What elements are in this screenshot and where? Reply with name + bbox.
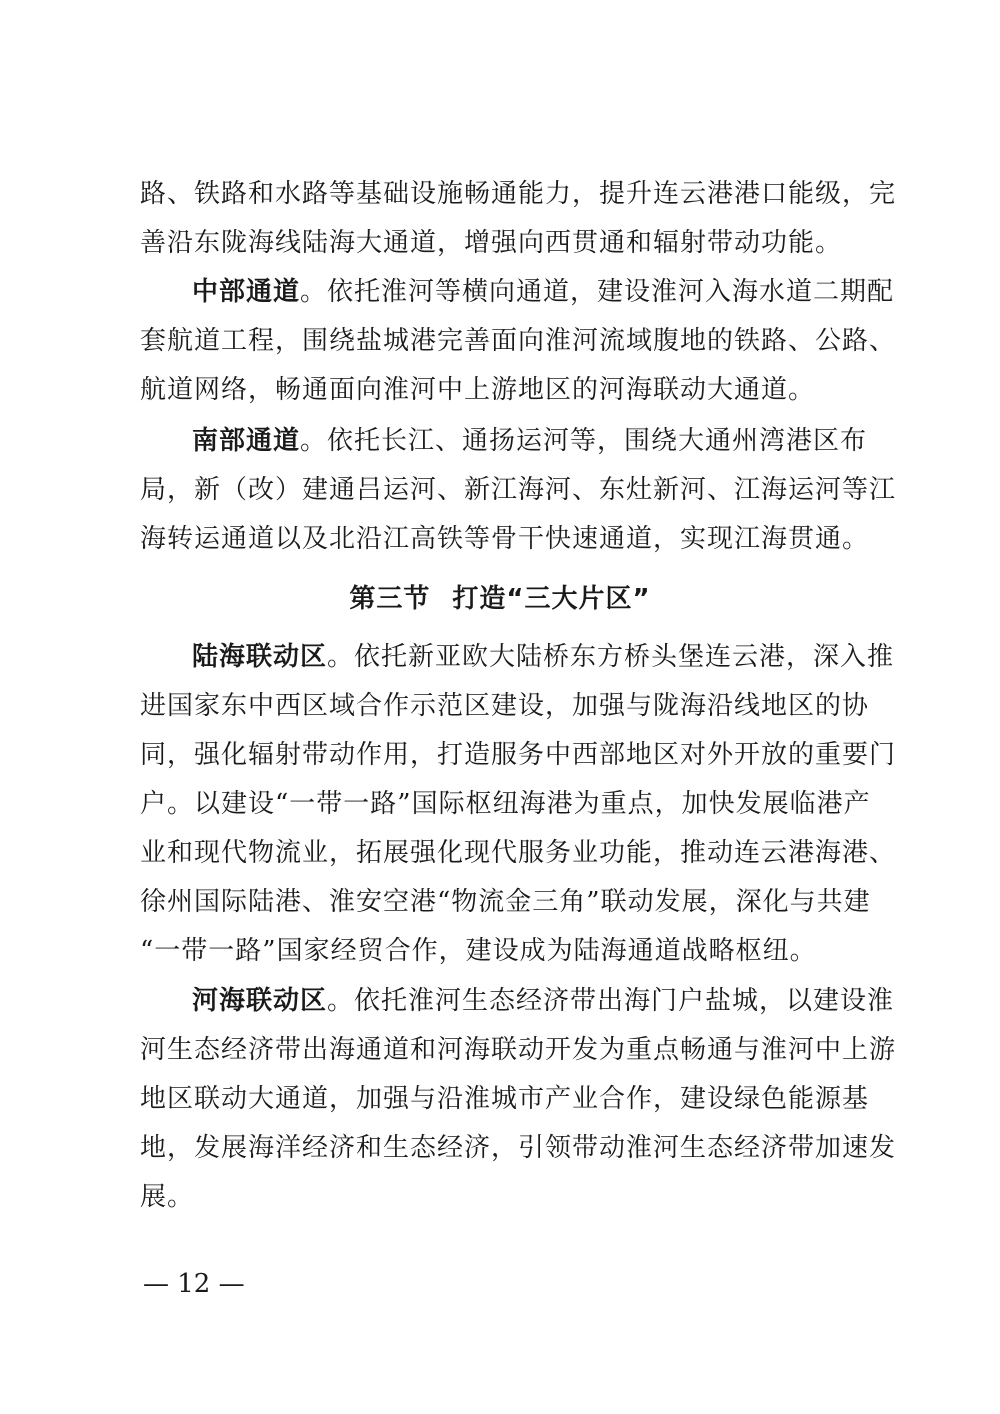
page-number: — 12 — bbox=[143, 1269, 245, 1299]
paragraph-first-line bbox=[192, 981, 895, 1021]
paragraph-first-line bbox=[192, 272, 895, 312]
text-line: 地，发展海洋经济和生态经济，引领带动淮河生态经济带加速发 bbox=[140, 1133, 897, 1163]
paragraph-title: 南部通道 bbox=[192, 426, 301, 456]
paragraph-title: 中部通道 bbox=[192, 277, 301, 307]
section-number: 第三节 bbox=[349, 584, 431, 614]
text-line: 业和现代物流业，拓展强化现代服务业功能，推动连云港海港、 bbox=[140, 838, 897, 868]
paragraph-title: 陆海联动区 bbox=[192, 642, 328, 672]
paragraph-title: 河海联动区 bbox=[192, 986, 328, 1016]
text-line: 户。以建设“一带一路”国际枢纽海港为重点，加快发展临港产 bbox=[140, 789, 871, 819]
paragraph-text: 。依托淮河生态经济带出海门户盐城，以建设淮 bbox=[327, 986, 895, 1016]
text-line: 套航道工程，围绕盐城港完善面向淮河流域腹地的铁路、公路、 bbox=[140, 326, 897, 356]
section-title: 打造“三大片区” bbox=[452, 584, 651, 614]
text-line: 善沿东陇海线陆海大通道，增强向西贯通和辐射带动功能。 bbox=[140, 228, 843, 258]
paragraph-text: 。依托长江、通扬运河等，围绕大通州湾港区布 bbox=[300, 426, 868, 456]
text-line: “一带一路”国家经贸合作，建设成为陆海通道战略枢纽。 bbox=[140, 936, 817, 966]
paragraph-first-line bbox=[192, 637, 895, 677]
paragraph-text: 。依托新亚欧大陆桥东方桥头堡连云港，深入推 bbox=[327, 642, 895, 672]
text-line: 海转运通道以及北沿江高铁等骨干快速通道，实现江海贯通。 bbox=[140, 524, 870, 554]
text-line: 航道网络，畅通面向淮河中上游地区的河海联动大通道。 bbox=[140, 375, 816, 405]
text-line: 局，新（改）建通吕运河、新江海河、东灶新河、江海运河等江 bbox=[140, 475, 897, 505]
paragraph-first-line bbox=[192, 421, 868, 461]
text-line: 进国家东中西区域合作示范区建设，加强与陇海沿线地区的协 bbox=[140, 691, 870, 721]
paragraph-text: 。依托淮河等横向通道，建设淮河入海水道二期配 bbox=[300, 277, 895, 307]
text-line: 同，强化辐射带动作用，打造服务中西部地区对外开放的重要门 bbox=[140, 740, 897, 770]
text-line: 徐州国际陆港、淮安空港“物流金三角”联动发展，深化与共建 bbox=[140, 887, 871, 917]
text-line: 展。 bbox=[140, 1182, 195, 1212]
text-line: 河生态经济带出海通道和河海联动开发为重点畅通与淮河中上游 bbox=[140, 1035, 897, 1065]
text-line: 地区联动大通道，加强与沿淮城市产业合作，建设绿色能源基 bbox=[140, 1084, 870, 1114]
section-heading bbox=[0, 579, 1000, 619]
text-line: 路、铁路和水路等基础设施畅通能力，提升连云港港口能级，完 bbox=[140, 179, 897, 209]
